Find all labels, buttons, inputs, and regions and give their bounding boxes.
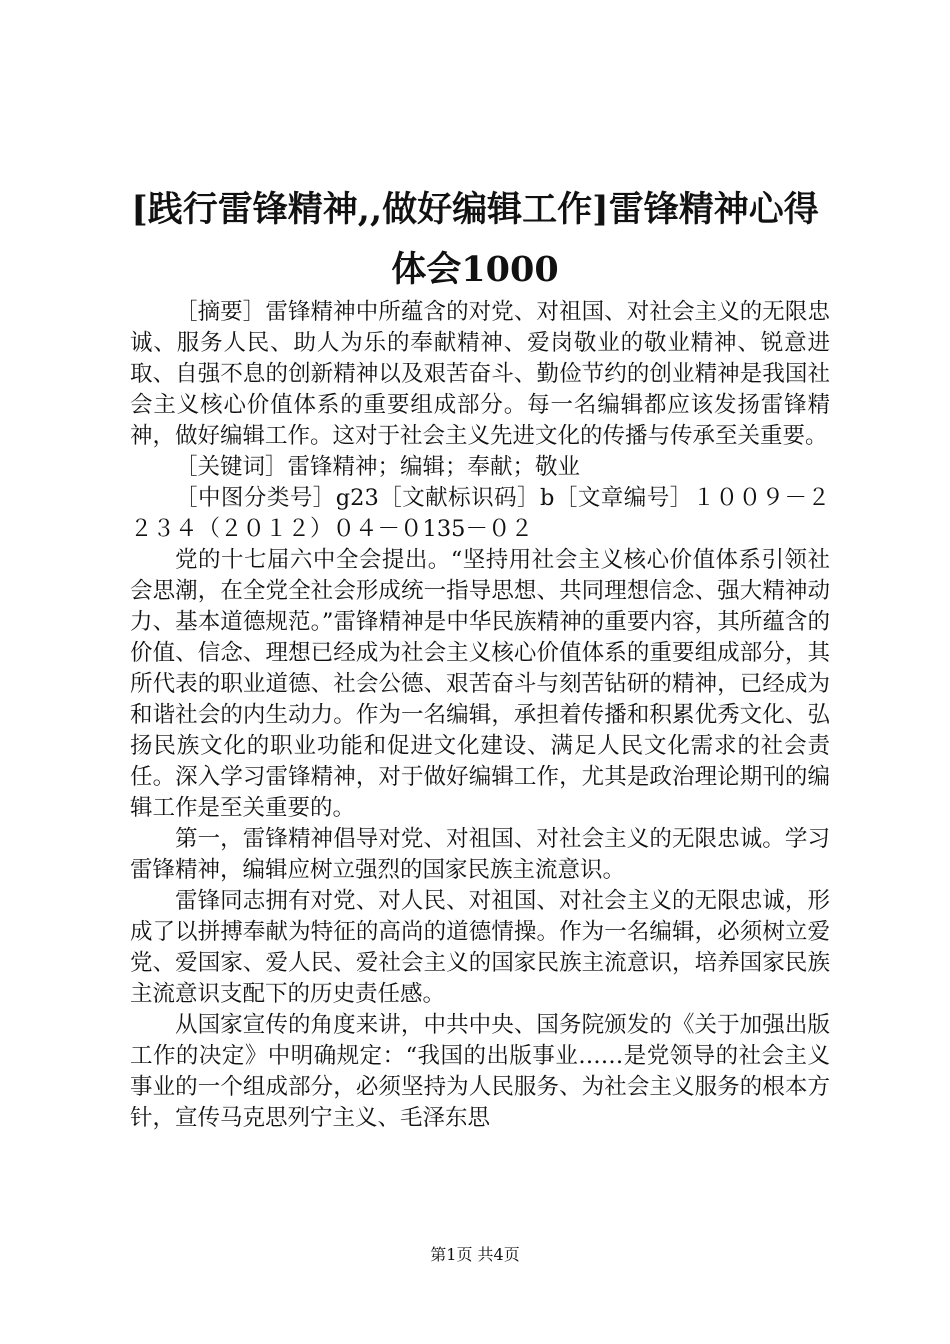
body-paragraph: 党的十七届六中全会提出。“坚持用社会主义核心价值体系引领社会思潮，在全党全社会形成统一指导思想、共同理想信念、强大精神动力、基本道德规范。”雷锋精神是中华民族精神的重要内容，其所蕴含的价值、信念、理想已经成为社会主义核心价值体系的重要组成部分，其所代表的职业道德、社会公德、艰苦奋斗与刻苦钻研的精神，已经成为和谐社会的内生动力。作为一名编辑，承担着传播和积累优秀文化、弘扬民族文化的职业功能和促进文化建设、满足人民文化需求的社会责任。深入学习雷锋精神，对于做好编辑工作，尤其是政治理论期刊的编辑工作是至关重要的。 [130, 547, 830, 821]
classification-paragraph: ［中图分类号］g23［文献标识码］b［文章编号］１００９－２２３４（２０１２）０４－０135－０２ [130, 485, 830, 542]
body-paragraph: 第一，雷锋精神倡导对党、对祖国、对社会主义的无限忠诚。学习雷锋精神，编辑应树立强烈的国家民族主流意识。 [130, 826, 830, 883]
document-body [130, 297, 830, 1134]
document-title-line-2: 体会1000 [391, 249, 559, 290]
body-paragraph: 雷锋同志拥有对党、对人民、对祖国、对社会主义的无限忠诚，形成了以拼搏奉献为特征的高尚的道德情操。作为一名编辑，必须树立爱党、爱国家、爱人民、爱社会主义的国家民族主流意识，培养国家民族主流意识支配下的历史责任感。 [130, 888, 830, 1007]
body-paragraph: 从国家宣传的角度来讲，中共中央、国务院颁发的《关于加强出版工作的决定》中明确规定：“我国的出版事业……是党领导的社会主义事业的一个组成部分，必须坚持为人民服务、为社会主义服务的根本方针，宣传马克思列宁主义、毛泽东思 [130, 1012, 830, 1131]
document-title-line-1: [践行雷锋精神,,做好编辑工作]雷锋精神心得 [131, 189, 819, 230]
page-footer: 第1页 共4页 [430, 1245, 520, 1264]
keywords-paragraph: ［关键词］雷锋精神；编辑；奉献；敬业 [175, 454, 581, 480]
abstract-paragraph: ［摘要］雷锋精神中所蕴含的对党、对祖国、对社会主义的无限忠诚、服务人民、助人为乐的奉献精神、爱岗敬业的敬业精神、锐意进取、自强不息的创新精神以及艰苦奋斗、勤俭节约的创业精神是我国社会主义核心价值体系的重要组成部分。每一名编辑都应该发扬雷锋精神，做好编辑工作。这对于社会主义先进文化的传播与传承至关重要。 [130, 299, 830, 449]
